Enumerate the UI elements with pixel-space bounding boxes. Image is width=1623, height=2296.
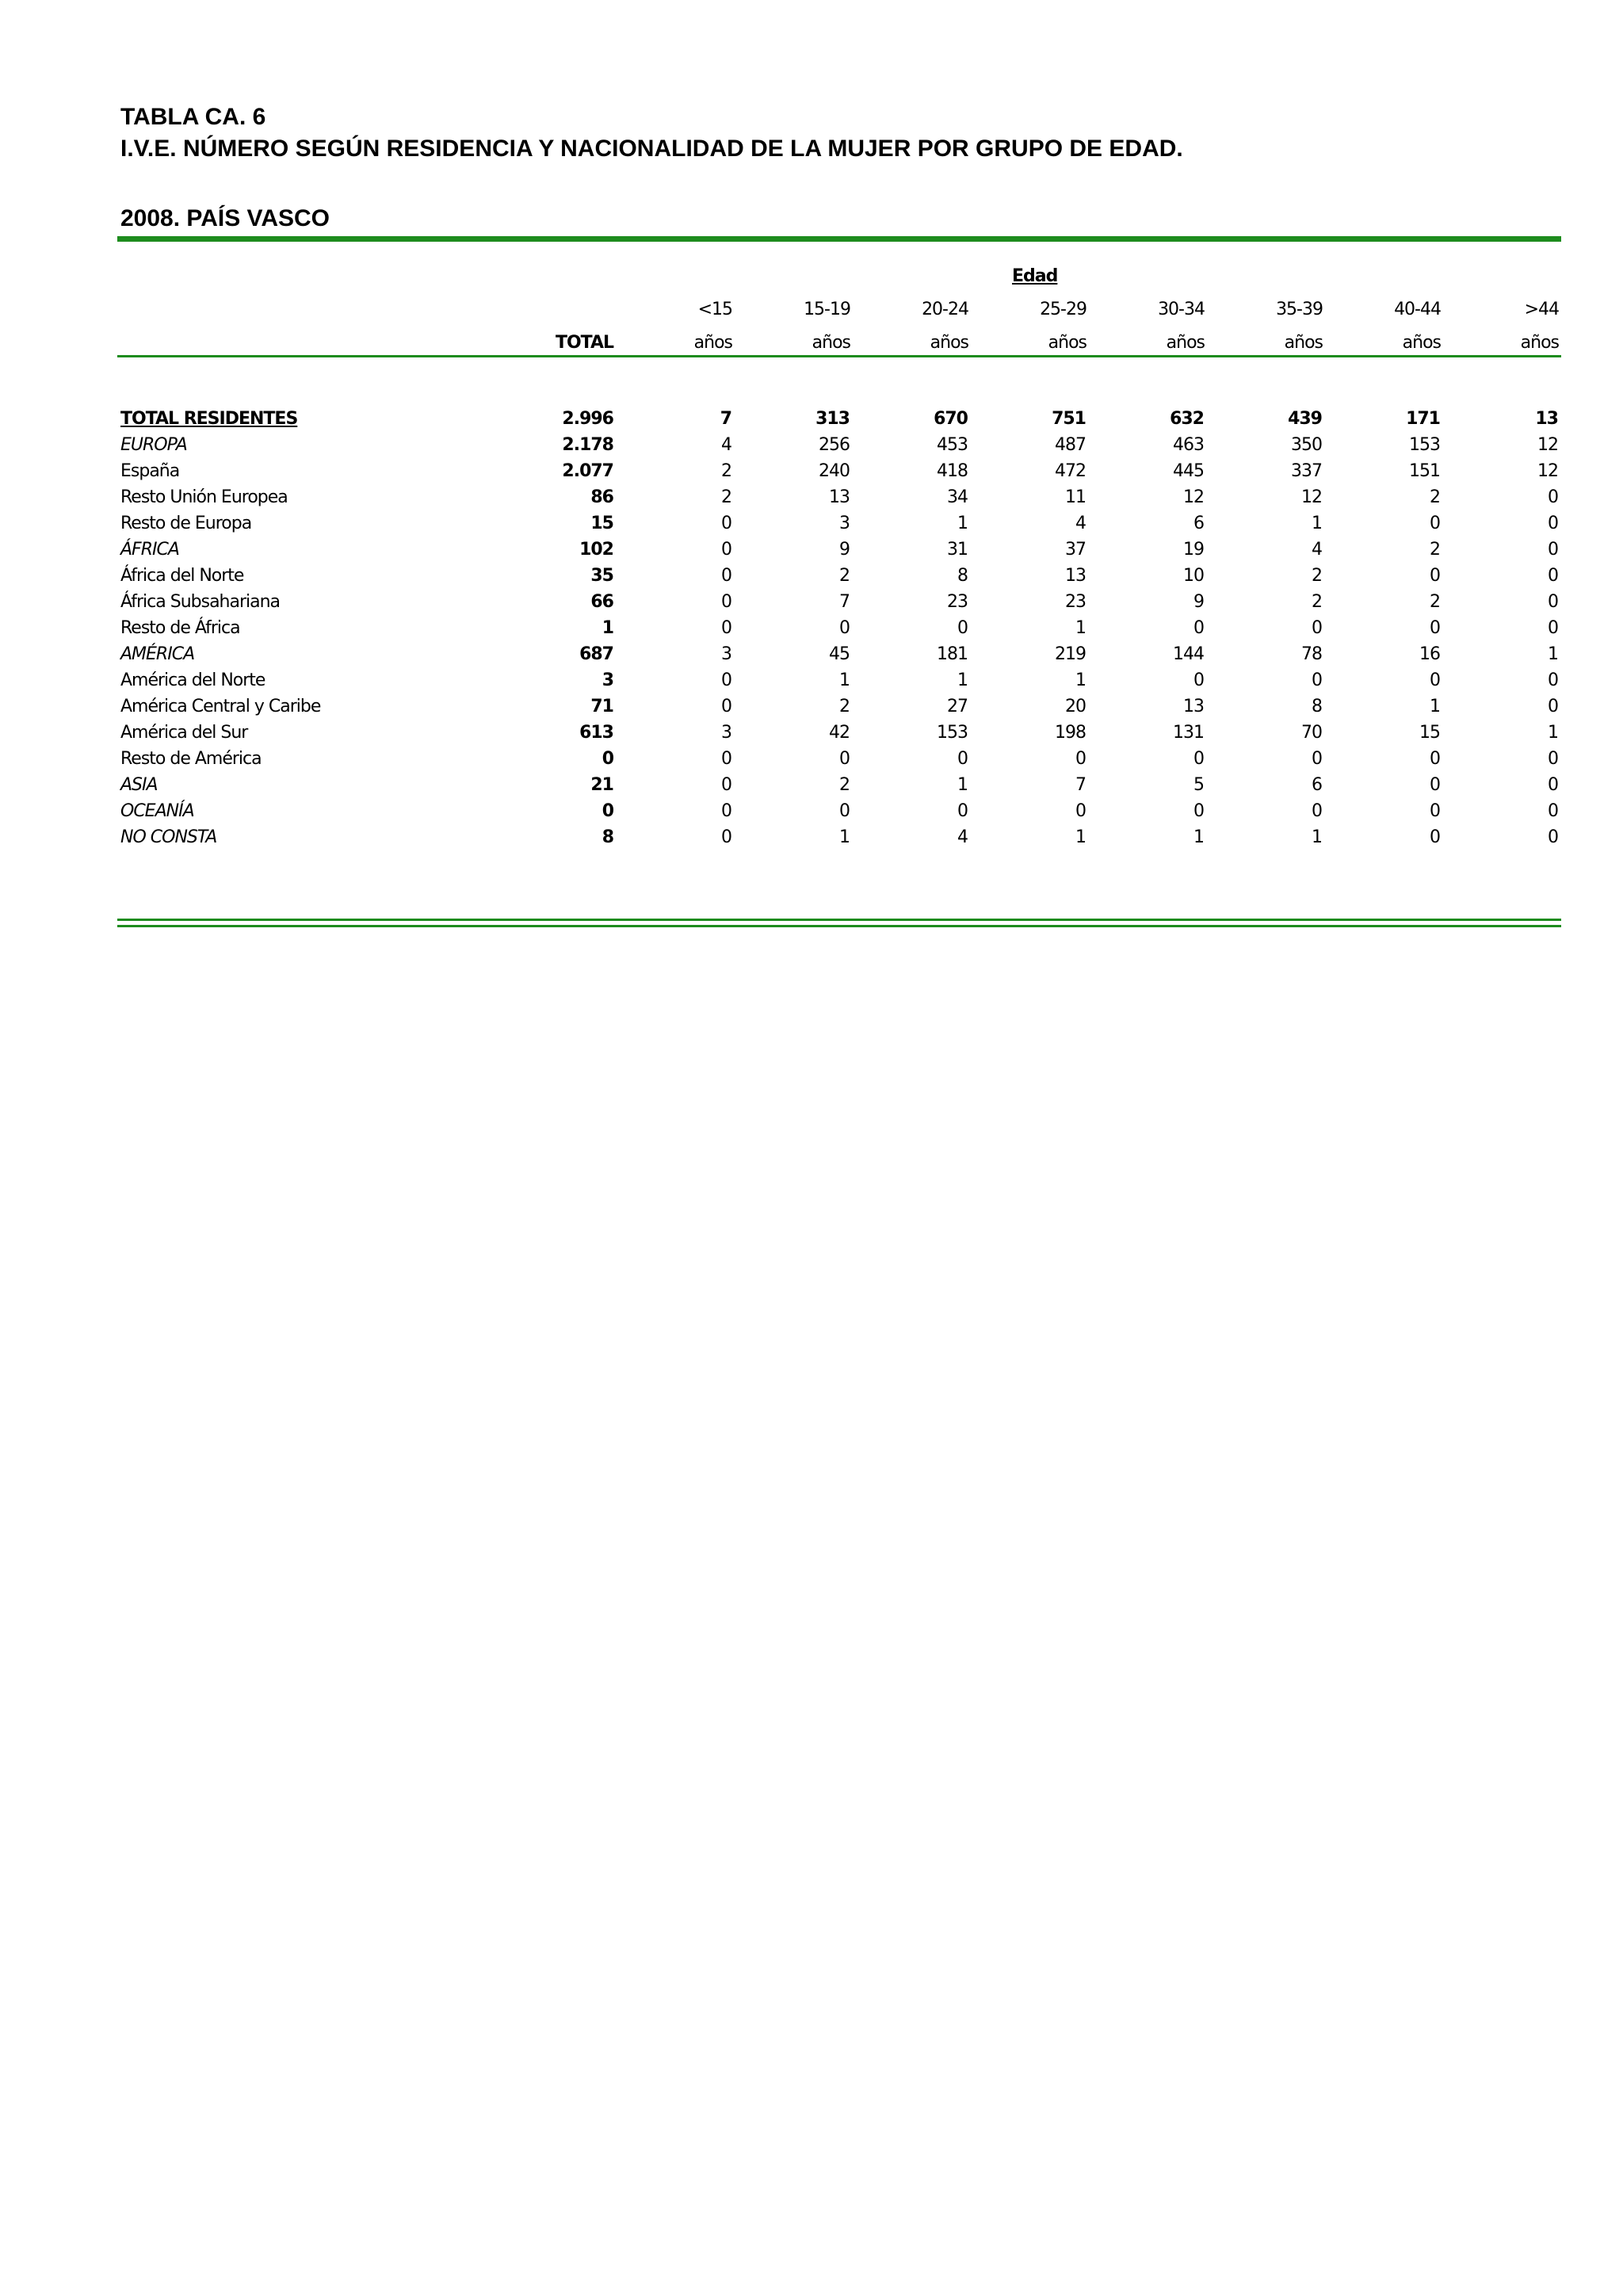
row-value: 0 bbox=[721, 566, 731, 586]
row-label: ASIA bbox=[120, 775, 158, 795]
age-unit-header: años bbox=[1166, 333, 1205, 353]
table-row bbox=[120, 746, 1558, 772]
row-value: 0 bbox=[1312, 801, 1322, 821]
row-label: España bbox=[120, 461, 180, 481]
table-number: TABLA CA. 6 bbox=[120, 104, 266, 130]
row-value: 2 bbox=[839, 697, 850, 716]
row-value: 5 bbox=[1193, 775, 1204, 795]
table-row bbox=[120, 824, 1558, 850]
row-value: 418 bbox=[937, 461, 968, 481]
row-label: América del Norte bbox=[120, 670, 265, 690]
row-value: 337 bbox=[1291, 461, 1322, 481]
row-value: 1 bbox=[1075, 827, 1086, 847]
row-value: 144 bbox=[1173, 644, 1204, 664]
age-range-header: 35-39 bbox=[1276, 300, 1323, 319]
row-value: 153 bbox=[937, 723, 968, 743]
age-unit-header: años bbox=[930, 333, 968, 353]
row-value: 3 bbox=[721, 723, 731, 743]
row-value: 0 bbox=[721, 697, 731, 716]
row-value: 11 bbox=[1065, 487, 1086, 507]
row-value: 2 bbox=[1312, 566, 1322, 586]
row-value: 0 bbox=[721, 775, 731, 795]
row-value: 0 bbox=[1312, 749, 1322, 769]
row-value: 23 bbox=[1065, 592, 1086, 612]
row-total: 66 bbox=[590, 592, 613, 612]
row-value: 13 bbox=[1065, 566, 1086, 586]
row-value: 1 bbox=[839, 670, 850, 690]
row-total: 15 bbox=[590, 514, 613, 533]
row-value: 19 bbox=[1183, 540, 1204, 560]
row-total: 687 bbox=[579, 644, 613, 664]
row-value: 12 bbox=[1537, 435, 1558, 455]
row-value: 42 bbox=[829, 723, 850, 743]
row-value: 0 bbox=[1430, 775, 1440, 795]
age-range-header: 25-29 bbox=[1040, 300, 1086, 319]
row-value: 20 bbox=[1065, 697, 1086, 716]
row-value: 2 bbox=[721, 461, 731, 481]
row-label: ÁFRICA bbox=[120, 540, 179, 560]
table-row bbox=[120, 615, 1558, 641]
row-value: 171 bbox=[1406, 409, 1440, 429]
table-title: I.V.E. NÚMERO SEGÚN RESIDENCIA Y NACIONALIDAD DE LA MUJER POR GRUPO DE EDAD. bbox=[120, 136, 1183, 162]
age-unit-header: años bbox=[812, 333, 850, 353]
row-value: 0 bbox=[721, 801, 731, 821]
table-row bbox=[120, 798, 1558, 824]
row-total: 71 bbox=[590, 697, 613, 716]
row-value: 0 bbox=[839, 749, 850, 769]
row-value: 240 bbox=[819, 461, 850, 481]
row-value: 4 bbox=[721, 435, 731, 455]
row-value: 37 bbox=[1065, 540, 1086, 560]
age-range-header: <15 bbox=[697, 300, 732, 319]
top-divider bbox=[117, 236, 1561, 242]
row-value: 0 bbox=[1548, 540, 1558, 560]
row-value: 0 bbox=[1430, 514, 1440, 533]
row-value: 350 bbox=[1291, 435, 1322, 455]
row-value: 78 bbox=[1301, 644, 1322, 664]
table-row bbox=[120, 772, 1558, 798]
row-value: 1 bbox=[1430, 697, 1440, 716]
row-value: 0 bbox=[721, 592, 731, 612]
row-value: 70 bbox=[1301, 723, 1322, 743]
row-value: 0 bbox=[721, 749, 731, 769]
row-value: 313 bbox=[815, 409, 850, 429]
row-value: 0 bbox=[1193, 749, 1204, 769]
row-label: Resto de África bbox=[120, 618, 240, 638]
row-value: 1 bbox=[1548, 644, 1558, 664]
row-total: 35 bbox=[590, 566, 613, 586]
row-value: 1 bbox=[1312, 514, 1322, 533]
row-label: Resto de América bbox=[120, 749, 262, 769]
row-value: 9 bbox=[839, 540, 850, 560]
row-value: 0 bbox=[721, 827, 731, 847]
table-row bbox=[120, 641, 1558, 667]
age-range-header: >44 bbox=[1524, 300, 1559, 319]
row-value: 472 bbox=[1055, 461, 1086, 481]
row-value: 151 bbox=[1409, 461, 1440, 481]
row-value: 670 bbox=[934, 409, 968, 429]
row-value: 219 bbox=[1055, 644, 1086, 664]
age-unit-header: años bbox=[693, 333, 732, 353]
table-row bbox=[120, 563, 1558, 589]
row-value: 1 bbox=[1075, 618, 1086, 638]
row-value: 31 bbox=[947, 540, 968, 560]
row-value: 0 bbox=[957, 749, 968, 769]
row-value: 487 bbox=[1055, 435, 1086, 455]
row-value: 0 bbox=[1548, 566, 1558, 586]
table-row bbox=[120, 484, 1558, 510]
row-value: 0 bbox=[1548, 670, 1558, 690]
row-value: 751 bbox=[1052, 409, 1086, 429]
table-row bbox=[120, 693, 1558, 720]
age-range-header: 30-34 bbox=[1158, 300, 1205, 319]
row-value: 0 bbox=[1548, 775, 1558, 795]
row-total: 3 bbox=[601, 670, 613, 690]
row-value: 0 bbox=[1548, 749, 1558, 769]
row-label: África del Norte bbox=[120, 566, 244, 586]
row-value: 0 bbox=[1430, 618, 1440, 638]
row-value: 2 bbox=[721, 487, 731, 507]
row-value: 3 bbox=[721, 644, 731, 664]
row-value: 0 bbox=[1075, 801, 1086, 821]
row-value: 13 bbox=[829, 487, 850, 507]
row-total: 2.077 bbox=[562, 461, 613, 481]
data-table bbox=[120, 406, 1558, 850]
row-label: Resto Unión Europea bbox=[120, 487, 288, 507]
age-unit-header: años bbox=[1284, 333, 1323, 353]
row-value: 0 bbox=[1430, 566, 1440, 586]
row-label: América Central y Caribe bbox=[120, 697, 321, 716]
row-value: 0 bbox=[1430, 801, 1440, 821]
row-value: 0 bbox=[1075, 749, 1086, 769]
row-value: 0 bbox=[721, 618, 731, 638]
row-value: 34 bbox=[947, 487, 968, 507]
row-value: 0 bbox=[1430, 749, 1440, 769]
row-value: 0 bbox=[721, 514, 731, 533]
row-total: 2.996 bbox=[562, 409, 613, 429]
table-row bbox=[120, 667, 1558, 693]
row-value: 16 bbox=[1419, 644, 1440, 664]
row-value: 198 bbox=[1055, 723, 1086, 743]
row-value: 12 bbox=[1301, 487, 1322, 507]
row-value: 0 bbox=[721, 540, 731, 560]
row-value: 1 bbox=[1193, 827, 1204, 847]
header-divider bbox=[117, 355, 1561, 357]
row-label: TOTAL RESIDENTES bbox=[120, 409, 298, 429]
row-value: 0 bbox=[1548, 618, 1558, 638]
table-row bbox=[120, 406, 1558, 432]
row-value: 2 bbox=[1430, 540, 1440, 560]
bottom-divider bbox=[117, 925, 1561, 927]
row-value: 0 bbox=[839, 801, 850, 821]
row-value: 0 bbox=[1548, 827, 1558, 847]
row-value: 12 bbox=[1537, 461, 1558, 481]
row-value: 0 bbox=[1548, 592, 1558, 612]
row-total: 102 bbox=[579, 540, 613, 560]
row-value: 0 bbox=[721, 670, 731, 690]
row-value: 45 bbox=[829, 644, 850, 664]
table-row bbox=[120, 458, 1558, 484]
row-total: 0 bbox=[601, 749, 613, 769]
row-value: 8 bbox=[957, 566, 968, 586]
row-value: 153 bbox=[1409, 435, 1440, 455]
row-total: 2.178 bbox=[562, 435, 613, 455]
row-value: 1 bbox=[839, 827, 850, 847]
row-value: 4 bbox=[1075, 514, 1086, 533]
row-value: 6 bbox=[1312, 775, 1322, 795]
row-value: 7 bbox=[1075, 775, 1086, 795]
age-range-header: 40-44 bbox=[1394, 300, 1441, 319]
row-label: AMÉRICA bbox=[120, 644, 195, 664]
row-label: EUROPA bbox=[120, 435, 187, 455]
bottom-divider bbox=[117, 919, 1561, 921]
row-value: 4 bbox=[957, 827, 968, 847]
row-value: 2 bbox=[839, 775, 850, 795]
age-range-header: 15-19 bbox=[804, 300, 850, 319]
row-value: 6 bbox=[1193, 514, 1204, 533]
row-total: 613 bbox=[579, 723, 613, 743]
age-unit-header: años bbox=[1520, 333, 1559, 353]
row-value: 256 bbox=[819, 435, 850, 455]
age-range-header: 20-24 bbox=[922, 300, 968, 319]
table-row bbox=[120, 537, 1558, 563]
row-total: 1 bbox=[601, 618, 613, 638]
age-unit-header: años bbox=[1402, 333, 1441, 353]
row-value: 10 bbox=[1183, 566, 1204, 586]
row-value: 13 bbox=[1183, 697, 1204, 716]
row-total: 21 bbox=[590, 775, 613, 795]
total-column-header: TOTAL bbox=[555, 333, 613, 353]
row-value: 1 bbox=[1312, 827, 1322, 847]
row-value: 439 bbox=[1288, 409, 1322, 429]
row-value: 4 bbox=[1312, 540, 1322, 560]
row-value: 0 bbox=[1193, 618, 1204, 638]
row-value: 131 bbox=[1173, 723, 1204, 743]
row-value: 0 bbox=[1193, 801, 1204, 821]
table-row bbox=[120, 720, 1558, 746]
row-label: NO CONSTA bbox=[120, 827, 217, 847]
row-value: 1 bbox=[1548, 723, 1558, 743]
table-subtitle: 2008. PAÍS VASCO bbox=[120, 205, 330, 231]
row-value: 8 bbox=[1312, 697, 1322, 716]
row-value: 7 bbox=[720, 409, 731, 429]
row-value: 1 bbox=[957, 670, 968, 690]
row-label: África Subsahariana bbox=[120, 592, 281, 612]
row-value: 181 bbox=[937, 644, 968, 664]
row-label: OCEANÍA bbox=[120, 801, 194, 821]
row-value: 3 bbox=[839, 514, 850, 533]
row-value: 1 bbox=[1075, 670, 1086, 690]
row-total: 8 bbox=[601, 827, 613, 847]
row-value: 7 bbox=[839, 592, 850, 612]
age-group-label: Edad bbox=[1012, 266, 1058, 286]
row-value: 12 bbox=[1183, 487, 1204, 507]
row-total: 86 bbox=[590, 487, 613, 507]
row-value: 9 bbox=[1193, 592, 1204, 612]
row-total: 0 bbox=[601, 801, 613, 821]
age-unit-header: años bbox=[1048, 333, 1086, 353]
row-value: 0 bbox=[1430, 670, 1440, 690]
table-row bbox=[120, 432, 1558, 458]
row-value: 0 bbox=[1193, 670, 1204, 690]
row-value: 0 bbox=[839, 618, 850, 638]
row-value: 2 bbox=[839, 566, 850, 586]
row-label: América del Sur bbox=[120, 723, 248, 743]
row-value: 0 bbox=[1548, 487, 1558, 507]
row-value: 0 bbox=[1430, 827, 1440, 847]
row-value: 1 bbox=[957, 775, 968, 795]
row-value: 0 bbox=[1312, 670, 1322, 690]
row-value: 0 bbox=[1548, 697, 1558, 716]
row-value: 13 bbox=[1535, 409, 1558, 429]
row-value: 445 bbox=[1173, 461, 1204, 481]
row-value: 27 bbox=[947, 697, 968, 716]
row-value: 2 bbox=[1430, 592, 1440, 612]
row-value: 15 bbox=[1419, 723, 1440, 743]
table-row bbox=[120, 510, 1558, 537]
row-value: 0 bbox=[1548, 801, 1558, 821]
row-value: 1 bbox=[957, 514, 968, 533]
row-value: 0 bbox=[1548, 514, 1558, 533]
row-label: Resto de Europa bbox=[120, 514, 252, 533]
row-value: 453 bbox=[937, 435, 968, 455]
row-value: 23 bbox=[947, 592, 968, 612]
row-value: 0 bbox=[957, 801, 968, 821]
row-value: 463 bbox=[1173, 435, 1204, 455]
row-value: 0 bbox=[957, 618, 968, 638]
row-value: 632 bbox=[1170, 409, 1204, 429]
table-row bbox=[120, 589, 1558, 615]
row-value: 2 bbox=[1312, 592, 1322, 612]
row-value: 2 bbox=[1430, 487, 1440, 507]
row-value: 0 bbox=[1312, 618, 1322, 638]
